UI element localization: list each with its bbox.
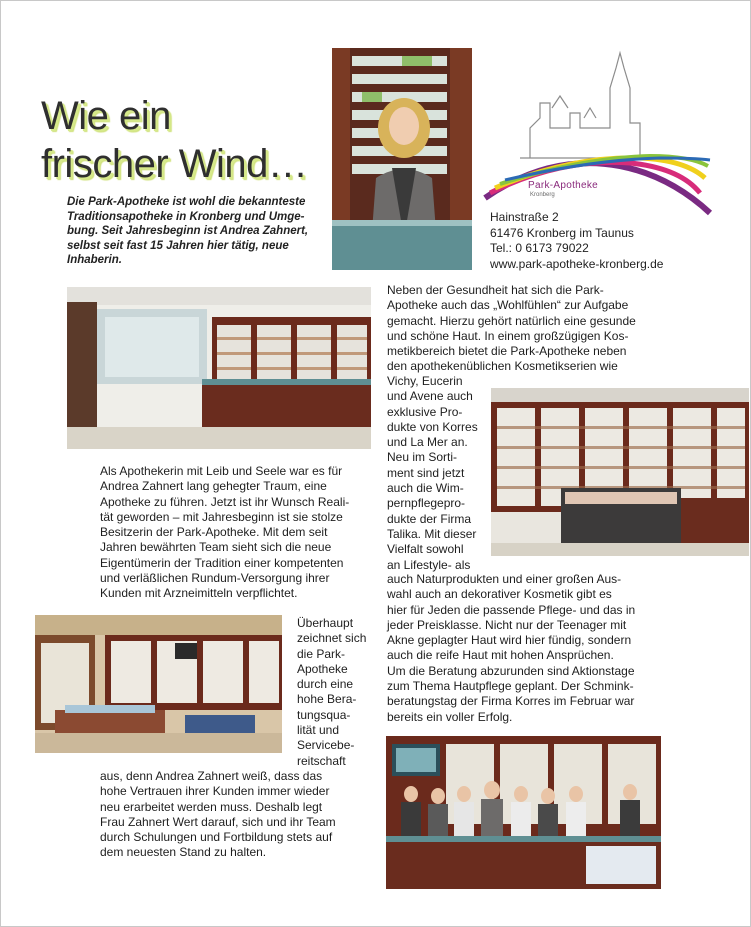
text-line: dem neuesten Stand zu halten. [100,845,267,860]
text-line: dukte von Korres [387,419,478,434]
address-street: Hainstraße 2 [490,210,559,224]
text-line: Apotheke auch das „Wohlfühlen“ zur Aufgabe [387,298,629,313]
text-line: beratungstag der Firma Korres im Februar war [387,694,635,709]
text-line: hier für Jeden die passende Pflege- und das in [387,602,636,617]
text-line: und Avene auch [387,389,473,404]
text-line: dukte der Firma [387,511,472,526]
article-column-left-narrow [297,616,366,769]
address-block [490,210,663,272]
sales-floor-photo [35,615,282,753]
text-line: Kunden mit Arzneimitteln verpflichtet. [100,586,298,601]
text-line: und La Mer an. [387,435,468,450]
pharmacy-interior-photo [67,287,371,449]
title-line-2: frischer Wind… [41,142,308,186]
article-column-left-bottom [100,769,336,861]
text-line: durch Schulungen und Fortbildung stets auf [100,830,333,845]
text-line: lität und [297,723,340,738]
logo-subline: Kronberg [530,192,555,198]
text-line: hohe Bera- [297,692,357,707]
text-line: reitschaft [297,753,346,768]
address-phone: Tel.: 0 6173 79022 [490,241,589,255]
intro-line: Inhaberin. [67,254,122,266]
owner-portrait-photo [332,48,472,270]
text-line: Talika. Mit dieser [387,526,477,541]
article-column-right-narrow [387,374,478,573]
intro-line: Traditionsapotheke in Kronberg und Umge- [67,210,305,223]
text-line: Jahren bewährten Team sieht sich die neue [100,540,332,555]
intro-paragraph [67,195,331,268]
text-line: die Park- [297,646,346,661]
text-line: tät geworden – mit Jahresbeginn ist sie stolze [100,509,343,524]
text-line: Frau Zahnert Wert darauf, sich und ihr Team [100,814,336,829]
text-line: an Lifestyle- als [387,557,471,572]
text-line: Akne geplagter Haut wird hier fündig, sondern [387,633,632,648]
text-line: Neben der Gesundheit hat sich die Park- [387,283,604,297]
text-line: auch die reife Haut mit hohen Ansprüchen. [387,648,614,663]
text-line: und verläßlichen Rundum-Versorgung ihrer [100,571,330,586]
text-line: bereits ein voller Erfolg. [387,709,513,724]
text-line: den apothekenüblichen Kosmetikserien wie [387,359,618,374]
article-column-right-top [387,283,636,375]
intro-line: bung. Seit Jahresbeginn ist Andrea Zahnert, [67,225,309,237]
text-line: Besitzerin der Park-Apotheke. Mit dem seit [100,525,328,540]
text-line: Neu im Sorti- [387,450,458,465]
text-line: Als Apothekerin mit Leib und Seele war es für [100,464,343,478]
text-line: auch die Wim- [387,481,464,496]
text-line: und schöne Haut. In einem großzügigen Kos- [387,328,629,343]
text-line: tungsqua- [297,707,351,722]
text-line: Vichy, Eucerin [387,374,463,388]
page-title [41,92,307,188]
text-line: auch Naturprodukten und einer großen Aus- [387,572,622,586]
title-line-1: Wie ein [41,94,171,138]
text-line: Apotheke zu führen. Jetzt ist ihr Wunsch Reali- [100,494,350,509]
park-apotheke-logo [480,48,720,223]
text-line: zum Thema Hautpflege geplant. Der Schmink- [387,679,634,694]
article-column-right-bottom [387,572,635,725]
text-line: exklusive Pro- [387,404,463,419]
text-line: wahl auch an dekorativer Kosmetik gibt es [387,587,612,602]
text-line: pernpflegepro- [387,496,466,511]
text-line: gemacht. Hierzu gehört natürlich eine gesunde [387,313,636,328]
text-line: zeichnet sich [297,631,367,646]
text-line: aus, denn Andrea Zahnert weiß, dass das [100,769,323,783]
address-website: www.park-apotheke-kronberg.de [490,256,664,271]
address-city: 61476 Kronberg im Taunus [490,225,634,240]
text-line: Servicebe- [297,738,355,753]
text-line: metikbereich bietet die Park-Apotheke neben [387,344,627,359]
logo-wordmark: Park-Apotheke [528,180,599,191]
team-photo [386,736,661,889]
text-line: jeder Preisklasse. Nicht nur der Teenager mit [387,617,627,632]
article-column-left-middle [100,464,349,602]
text-line: ment sind jetzt [387,465,465,480]
text-line: Vielfalt sowohl [387,542,464,557]
intro-line: selbst seit fast 15 Jahren hier tätig, neue [67,239,289,252]
intro-line: Die Park-Apotheke ist wohl die bekannteste [67,196,306,208]
text-line: Um die Beratung abzurunden sind Aktionstage [387,663,635,678]
text-line: Überhaupt [297,616,354,630]
text-line: hohe Vertrauen ihrer Kunden immer wieder [100,784,330,799]
text-line: durch eine [297,677,354,692]
text-line: Eigentümerin der Tradition einer kompetenten [100,555,344,570]
text-line: Apotheke [297,661,348,676]
text-line: neu erarbeitet werden muss. Deshalb legt [100,799,323,814]
cosmetics-area-photo [491,388,749,556]
text-line: Andrea Zahnert lang gehegter Traum, eine [100,479,327,494]
